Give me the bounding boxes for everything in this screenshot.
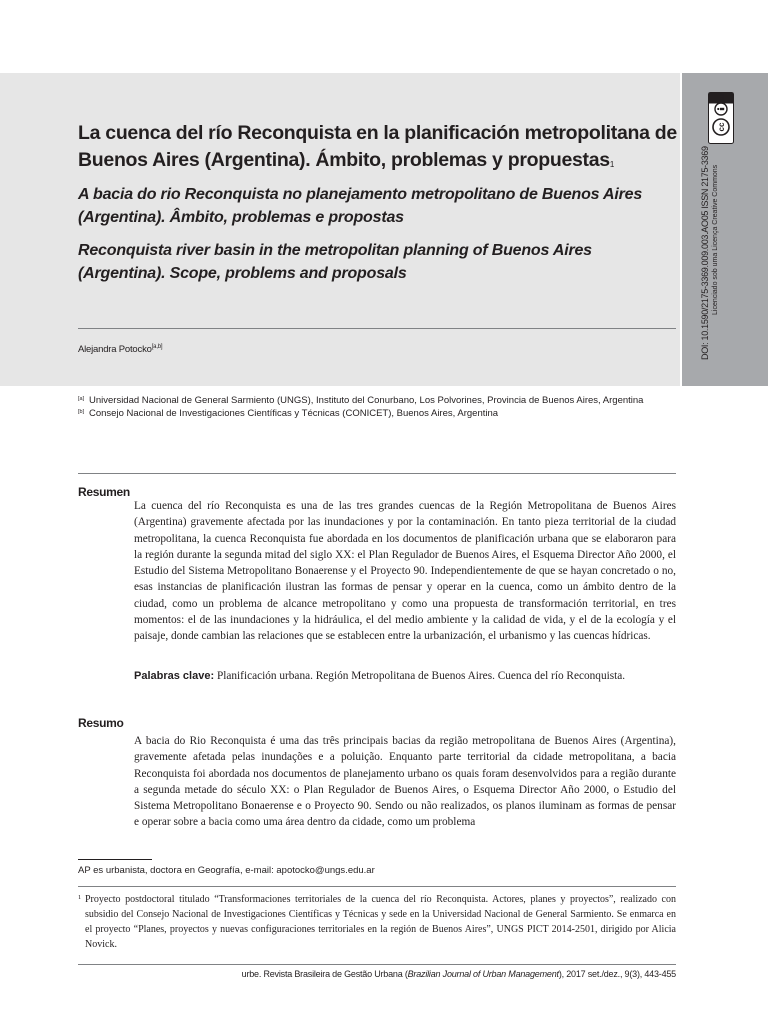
affiliation-mark: [a]: [78, 396, 85, 402]
author-name: Alejandra Potocko: [78, 344, 152, 355]
keywords-line: [134, 668, 676, 684]
author-footnote[interactable]: AP es urbanista, doctora en Geografía, e-mail: apotocko@ungs.edu.ar: [78, 865, 375, 876]
keywords-text: Planificación urbana. Región Metropolitana de Buenos Aires. Cuenca del río Reconquista.: [216, 670, 626, 682]
resumen-body: La cuenca del río Reconquista es una de las tres grandes cuencas de la Región Metropolitana de Buenos Aires (Argentina) gravemente afectada por las inundaciones y por la contaminación. En tanto pieza territorial de la ciudad metropolitana, la cuenca Reconquista fue abordada en los documentos de planificación urbana que se elaboraron para la región durante la segunda mitad del siglo XX: el Plan Regulador de Buenos Aires, el Esquema Director Año 2000, el Estudio del Sistema Metropolitano Bonaerense y el Proyecto 90. Independientemente de que se hayan concretado o no, esas instancias de planificación ilustran las formas de pensar y operar en la cuenca, como un ámbito dentro de la ciudad, como un problema de alcance metropolitano y como una propuesta de transformación territorial, en tres momentos: el de las inundaciones y la hidráulica, el del medio ambiente y la calidad de vida, y el de la ecología y el paisaje, donde cambian las relaciones que se establecen entre la urbanización, el urbanismo y las cuencas hídricas.: [134, 500, 676, 643]
journal-english-title: Brazilian Journal of Urban Management: [407, 969, 559, 979]
author-line: [78, 344, 162, 355]
doi-issn[interactable]: DOI: 10.1590/2175-3369.009.003.AO05 ISSN 2175-3369: [700, 146, 710, 360]
sidebar-text: [700, 80, 719, 360]
title-footnote-mark[interactable]: 1: [609, 160, 614, 169]
by-label: BY: [720, 93, 726, 100]
resumen-heading: Resumen: [78, 485, 130, 499]
project-footnote-text: Proyecto postdoctoral titulado “Transformaciones territoriales de la cuenca del río Reconquista. Actores, planes y proyectos”, realizado con subsidio del Consejo Nacional de Investigaciones Científicas y Técnicas y sede en la Universidad Nacional de General Sarmiento. Se enmarca en el proyecto “Planes, proyectos y nuevas configuraciones territoriales en la región de Buenos Aires”, UNGS PICT 2014-2501, dirigido por Alicia Novick.: [85, 894, 676, 950]
affiliation-mark: [b]: [78, 409, 85, 415]
journal-prefix: urbe. Revista Brasileira de Gestão Urbana (: [241, 969, 408, 979]
license-note: Licenciado sob uma Licença Creative Commons: [712, 164, 719, 315]
author-divider: [78, 328, 676, 329]
resumo-heading: Resumo: [78, 716, 124, 730]
page-footer-rule: [78, 964, 676, 965]
journal-citation: [242, 969, 676, 979]
title-portuguese: A bacia do rio Reconquista no planejamento metropolitano de Buenos Aires (Argentina). Âmbito, problemas e propostas: [78, 186, 643, 226]
abstract-divider: [78, 473, 676, 474]
resumo-body: A bacia do Rio Reconquista é uma das três principais bacias da região metropolitana de Buenos Aires (Argentina), gravemente afetada pelas inundações e a poluição. Enquanto parte territorial da cidade metropolitana, a bacia Reconquista foi abordada nos documentos de planejamento urbano os quais foram desenvolvidos para a região durante a segunda metade do século XX: o Plan Regulador de Buenos Aires, o Esquema Director Año 2000, o Estudio del Sistema Metropolitano Bonaerense e o Proyecto 90. Sendo ou não realizados, os planos iluminam as formas de pensar e operar sobre a bacia como uma área dentro da cidade, como um problema: [134, 735, 676, 829]
footnote-rule: [78, 886, 676, 887]
title-spanish-text: La cuenca del río Reconquista en la planificación metropolitana de Buenos Aires (Argentina). Ámbito, problemas y propuestas: [78, 122, 677, 171]
keywords-label: Palabras clave:: [134, 670, 215, 682]
title-english: Reconquista river basin in the metropolitan planning of Buenos Aires (Argentina). Scope, problems and proposals: [78, 242, 592, 282]
affiliation-text: Universidad Nacional de General Sarmiento (UNGS), Instituto del Conurbano, Los Polvorines, Provincia de Buenos Aires, Argentina: [89, 395, 644, 406]
affiliations: [78, 394, 678, 420]
affiliation-text: Consejo Nacional de Investigaciones Científicas y Técnicas (CONICET), Buenos Aires, Argentina: [89, 408, 499, 419]
cc-label: cc: [717, 122, 726, 132]
affiliation-b: [78, 407, 678, 420]
title-spanish: [78, 120, 678, 174]
project-footnote: [78, 892, 676, 952]
author-affil-marks: [a,b]: [151, 344, 163, 350]
journal-suffix: ), 2017 set./dez., 9(3), 443-455: [558, 969, 676, 979]
footnote-number: 1: [78, 894, 82, 901]
footnote-divider: [78, 859, 152, 860]
affiliation-a: [78, 394, 678, 407]
